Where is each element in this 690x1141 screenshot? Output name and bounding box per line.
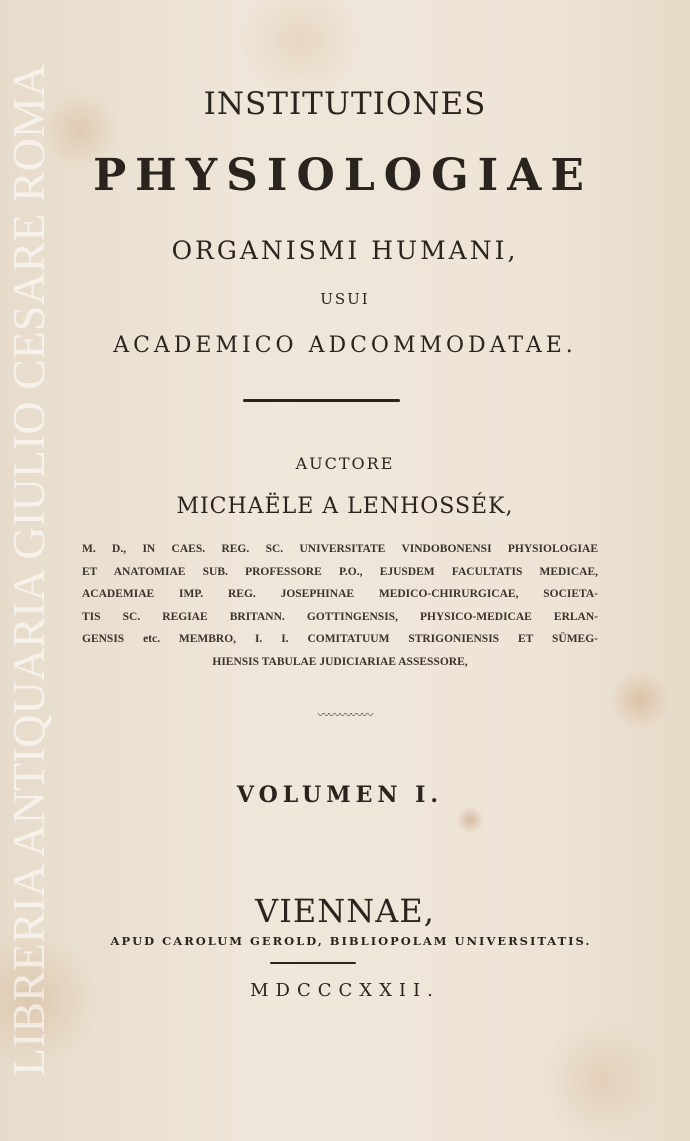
credentials-line: TIS SC. REGIAE BRITANN. GOTTINGENSIS, PHYSICO-MEDICAE ERLAN- (82, 610, 598, 623)
auctore-label: AUCTORE (295, 454, 395, 473)
title-line-5: ACADEMICO ADCOMMODATAE. (113, 333, 577, 358)
volume-label: VOLUMEN I. (236, 782, 444, 808)
divider-rule (243, 399, 400, 402)
credentials-line: M. D., IN CAES. REG. SC. UNIVERSITATE VINDOBONENSI PHYSIOLOGIAE (82, 543, 598, 555)
title-line-3: ORGANISMI HUMANI, (171, 236, 519, 265)
divider-rule (270, 962, 356, 964)
place-of-publication: VIENNAE, (255, 892, 435, 930)
ornament: 〰〰〰〰〰 (317, 708, 373, 722)
publication-year: MDCCCXXII. (250, 980, 440, 1001)
author-name: MICHAËLE A LENHOSSÉK, (176, 494, 514, 519)
credentials-line: ET ANATOMIAE SUB. PROFESSORE P.O., EJUSDEM FACULTATIS MEDICAE, (82, 565, 598, 578)
title-line-4: USUI (320, 290, 370, 308)
credentials-line: HIENSIS TABULAE JUDICIARIAE ASSESSORE, (212, 655, 468, 668)
publisher: APUD CAROLUM GEROLD, BIBLIOPOLAM UNIVERSITATIS. (110, 934, 592, 948)
credentials-line: GENSIS etc. MEMBRO, I. I. COMITATUUM STRIGONIENSIS ET SÜMEG- (82, 633, 598, 646)
author-credentials (82, 538, 598, 674)
credentials-line: ACADEMIAE IMP. REG. JOSEPHINAE MEDICO-CHIRURGICAE, SOCIETA- (82, 588, 598, 601)
watermark: LIBRERIA ANTIQUARIA GIULIO CESARE ROMA (3, 64, 54, 1076)
title-main: PHYSIOLOGIAE (93, 150, 593, 201)
title-line-1: INSTITUTIONES (203, 86, 487, 122)
